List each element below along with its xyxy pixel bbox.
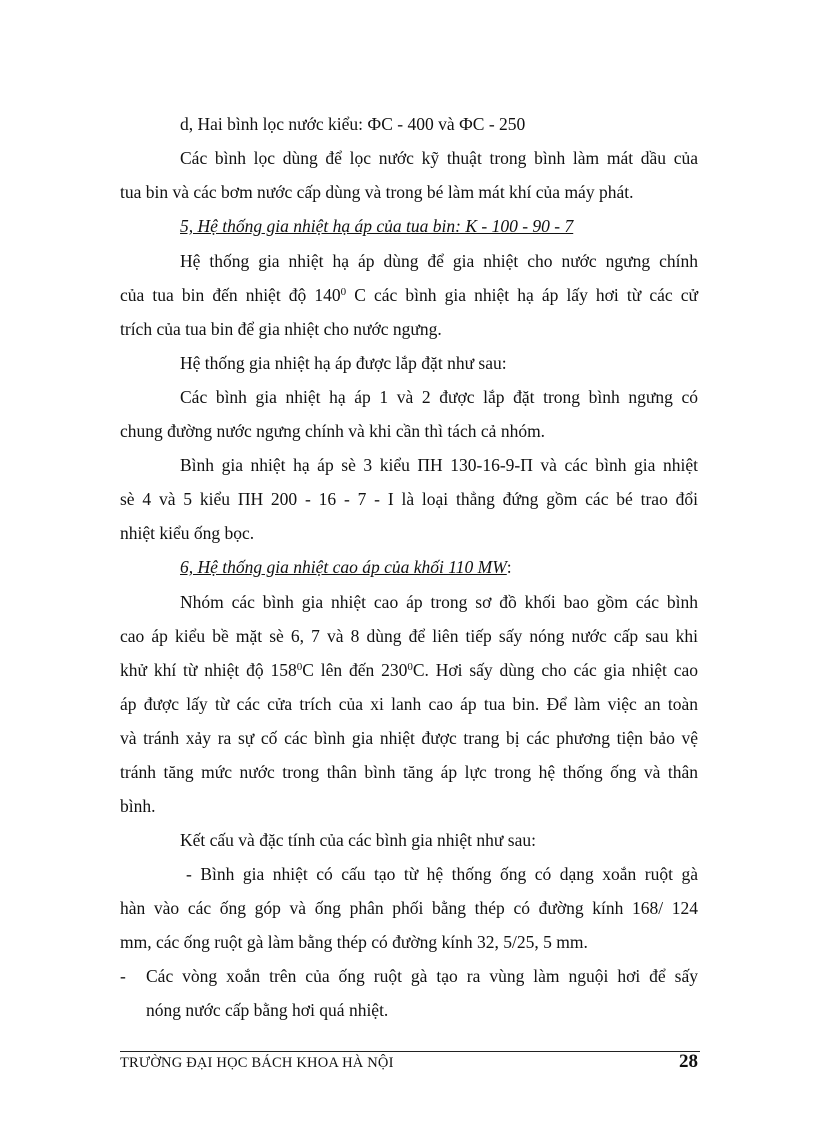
bullet-1-line-2: hàn vào các ống góp và ống phân phối bằng thép có đường kính 168/ 124 bbox=[120, 898, 698, 918]
section-heading-6: 6, Hệ thống gia nhiệt cao áp của khối 110 MW: bbox=[180, 557, 512, 577]
bullet-1-line-1: - Bình gia nhiệt có cấu tạo từ hệ thống ống có dạng xoắn ruột gà bbox=[186, 864, 698, 884]
paragraph-filters-line-1: Các bình lọc dùng để lọc nước kỹ thuật trong bình làm mát dầu của bbox=[180, 148, 698, 168]
paragraph-hp-line-4: áp được lấy từ các cửa trích của xi lanh cao áp tua bin. Để làm việc an toàn bbox=[120, 694, 698, 714]
paragraph-install: Hệ thống gia nhiệt hạ áp được lắp đặt như sau: bbox=[180, 353, 507, 373]
section-heading-5: 5, Hệ thống gia nhiệt hạ áp của tua bin: K - 100 - 90 - 7 bbox=[180, 216, 574, 236]
filter-type-line: d, Hai bình lọc nước kiểu: ФС - 400 và ФС - 250 bbox=[180, 114, 526, 134]
paragraph-hp-line-1: Nhóm các bình gia nhiệt cao áp trong sơ đồ khối bao gồm các bình bbox=[180, 592, 698, 612]
bullet-2-line-1: Các vòng xoắn trên của ống ruột gà tạo ra vùng làm nguội hơi để sấy bbox=[146, 966, 698, 986]
paragraph-filters-line-2: tua bin và các bơm nước cấp dùng và trong bé làm mát khí của máy phát. bbox=[120, 182, 634, 202]
paragraph-hp-line-6: tránh tăng mức nước trong thân bình tăng áp lực trong hệ thống ống và thân bbox=[120, 762, 698, 782]
paragraph-heaters-345-line-2: sè 4 và 5 kiểu ПН 200 - 16 - 7 - I là loại thẳng đứng gồm các bé trao đổi bbox=[120, 489, 698, 509]
paragraph-heaters-345-line-1: Bình gia nhiệt hạ áp sè 3 kiểu ПН 130-16-9-П và các bình gia nhiệt bbox=[180, 455, 698, 475]
page-number: 28 bbox=[679, 1051, 698, 1072]
paragraph-lp-line-2: của tua bin đến nhiệt độ $140^0$ C các bình gia nhiệt hạ áp lấy hơi từ các cử bbox=[120, 285, 698, 305]
paragraph-hp-line-2: cao áp kiểu bề mặt sè 6, 7 và 8 dùng để liên tiếp sấy nóng nước cấp sau khi bbox=[120, 626, 698, 646]
paragraph-hp-line-3: khử khí từ nhiệt độ $158^0C$ lên đến $230^0C$. Hơi sấy dùng cho các gia nhiệt cao bbox=[120, 660, 698, 680]
paragraph-heaters-12-line-1: Các bình gia nhiệt hạ áp 1 và 2 được lắp đặt trong bình ngưng có bbox=[180, 387, 698, 407]
paragraph-lp-line-1: Hệ thống gia nhiệt hạ áp dùng để gia nhiệt cho nước ngưng chính bbox=[180, 251, 698, 271]
paragraph-hp-line-7: bình. bbox=[120, 796, 156, 816]
footer-divider bbox=[120, 1051, 700, 1052]
paragraph-structure: Kết cấu và đặc tính của các bình gia nhiệt như sau: bbox=[180, 830, 536, 850]
bullet-2-line-2: nóng nước cấp bằng hơi quá nhiệt. bbox=[146, 1000, 389, 1020]
paragraph-heaters-345-line-3: nhiệt kiểu ống bọc. bbox=[120, 523, 255, 543]
bullet-dash: - bbox=[120, 966, 126, 986]
bullet-1-line-3: mm, các ống ruột gà làm bằng thép có đường kính 32, 5/25, 5 mm. bbox=[120, 932, 588, 952]
paragraph-heaters-12-line-2: chung đường nước ngưng chính và khi cần thì tách cả nhóm. bbox=[120, 421, 546, 441]
paragraph-hp-line-5: và tránh xảy ra sự cố các bình gia nhiệt được trang bị các phương tiện bảo vệ bbox=[120, 728, 698, 748]
paragraph-lp-line-3: trích của tua bin để gia nhiệt cho nước ngưng. bbox=[120, 319, 442, 339]
footer-institution: TRƯỜNG ĐẠI HỌC BÁCH KHOA HÀ NỘI bbox=[120, 1055, 394, 1071]
